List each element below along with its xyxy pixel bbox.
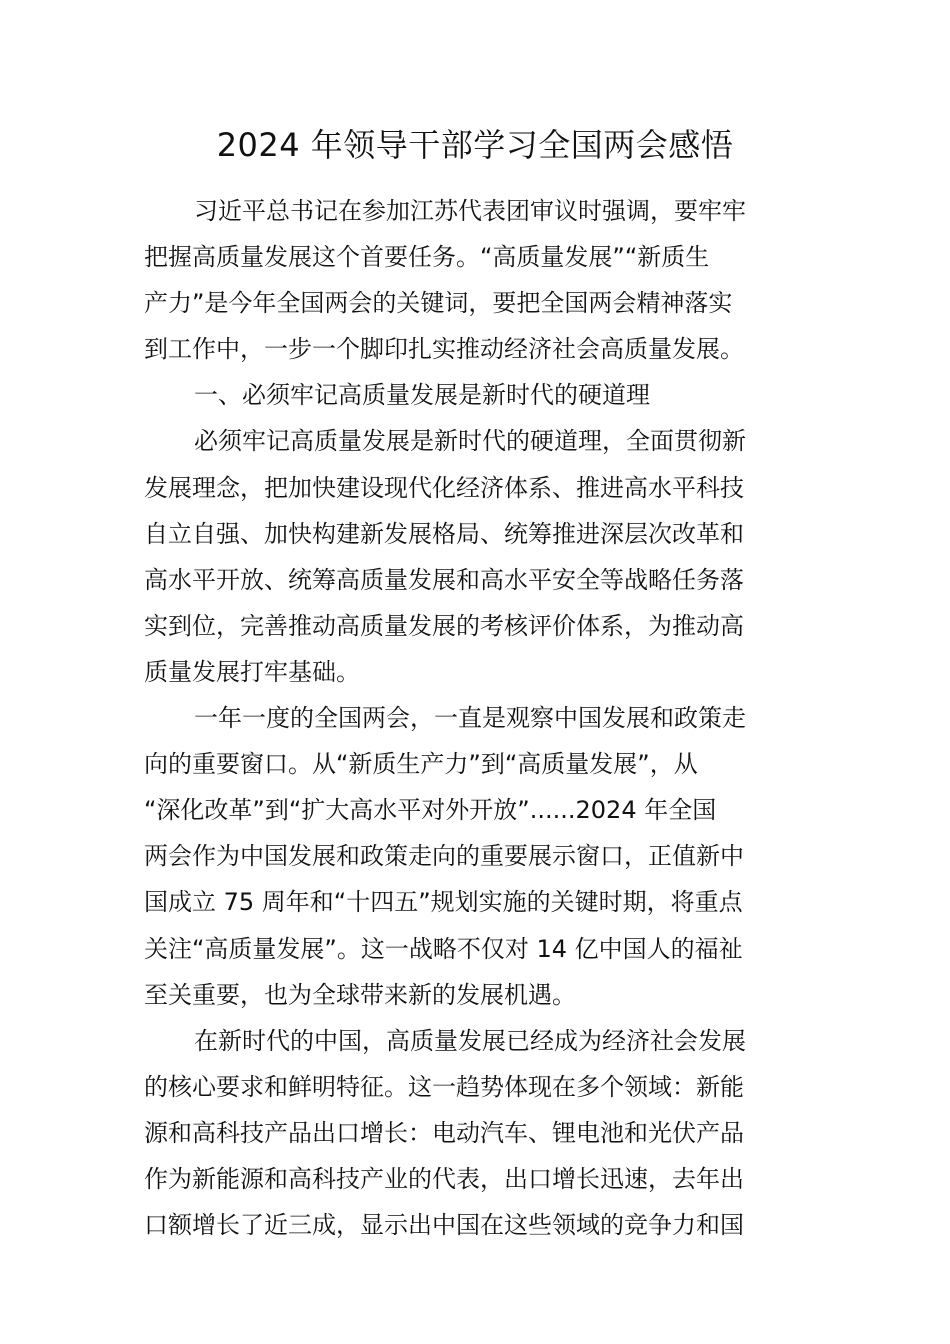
paragraph-line: 实到位，完善推动高质量发展的考核评价体系，为推动高 [144,611,744,640]
paragraph-line: “深化改革”到“扩大高水平对外开放”......2024 年全国 [144,796,717,825]
paragraph-line: 源和高科技产品出口增长：电动汽车、锂电池和光伏产品 [144,1118,744,1147]
paragraph-line: 自立自强、加快构建新发展格局、统筹推进深层次改革和 [144,519,744,548]
paragraph-line: 产力”是今年全国两会的关键词，要把全国两会精神落实 [144,289,733,318]
document-title: 2024 年领导干部学习全国两会感悟 [216,126,734,164]
paragraph-line: 把握高质量发展这个首要任务。“高质量发展”“新质生 [144,243,710,272]
paragraph-line: 必须牢记高质量发展是新时代的硬道理，全面贯彻新 [194,427,746,456]
paragraph-line: 国成立 75 周年和“十四五”规划实施的关键时期，将重点 [144,888,743,917]
section-heading: 一、必须牢记高质量发展是新时代的硬道理 [194,381,650,410]
paragraph-line: 习近平总书记在参加江苏代表团审议时强调，要牢牢 [194,197,746,225]
paragraph-line: 口额增长了近三成，显示出中国在这些领域的竞争力和国 [144,1211,744,1240]
paragraph-line: 关注“高质量发展”。这一战略不仅对 14 亿中国人的福祉 [144,934,743,963]
paragraph-line: 至关重要，也为全球带来新的发展机遇。 [144,980,576,1009]
paragraph-line: 向的重要窗口。从“新质生产力”到“高质量发展”，从 [144,750,698,779]
paragraph-line: 作为新能源和高科技产业的代表，出口增长迅速，去年出 [144,1164,744,1193]
paragraph-line: 发展理念，把加快建设现代化经济体系、推进高水平科技 [144,473,744,502]
paragraph-line: 一年一度的全国两会，一直是观察中国发展和政策走 [194,704,746,733]
paragraph-line: 到工作中，一步一个脚印扎实推动经济社会高质量发展。 [144,335,744,364]
paragraph-line: 两会作为中国发展和政策走向的重要展示窗口，正值新中 [144,842,744,871]
paragraph-line: 质量发展打牢基础。 [144,657,360,686]
paragraph-line: 的核心要求和鲜明特征。这一趋势体现在多个领域：新能 [144,1072,744,1101]
paragraph-line: 高水平开放、统筹高质量发展和高水平安全等战略任务落 [144,565,744,594]
paragraph-line: 在新时代的中国，高质量发展已经成为经济社会发展 [194,1026,746,1055]
document-body [144,188,812,1248]
